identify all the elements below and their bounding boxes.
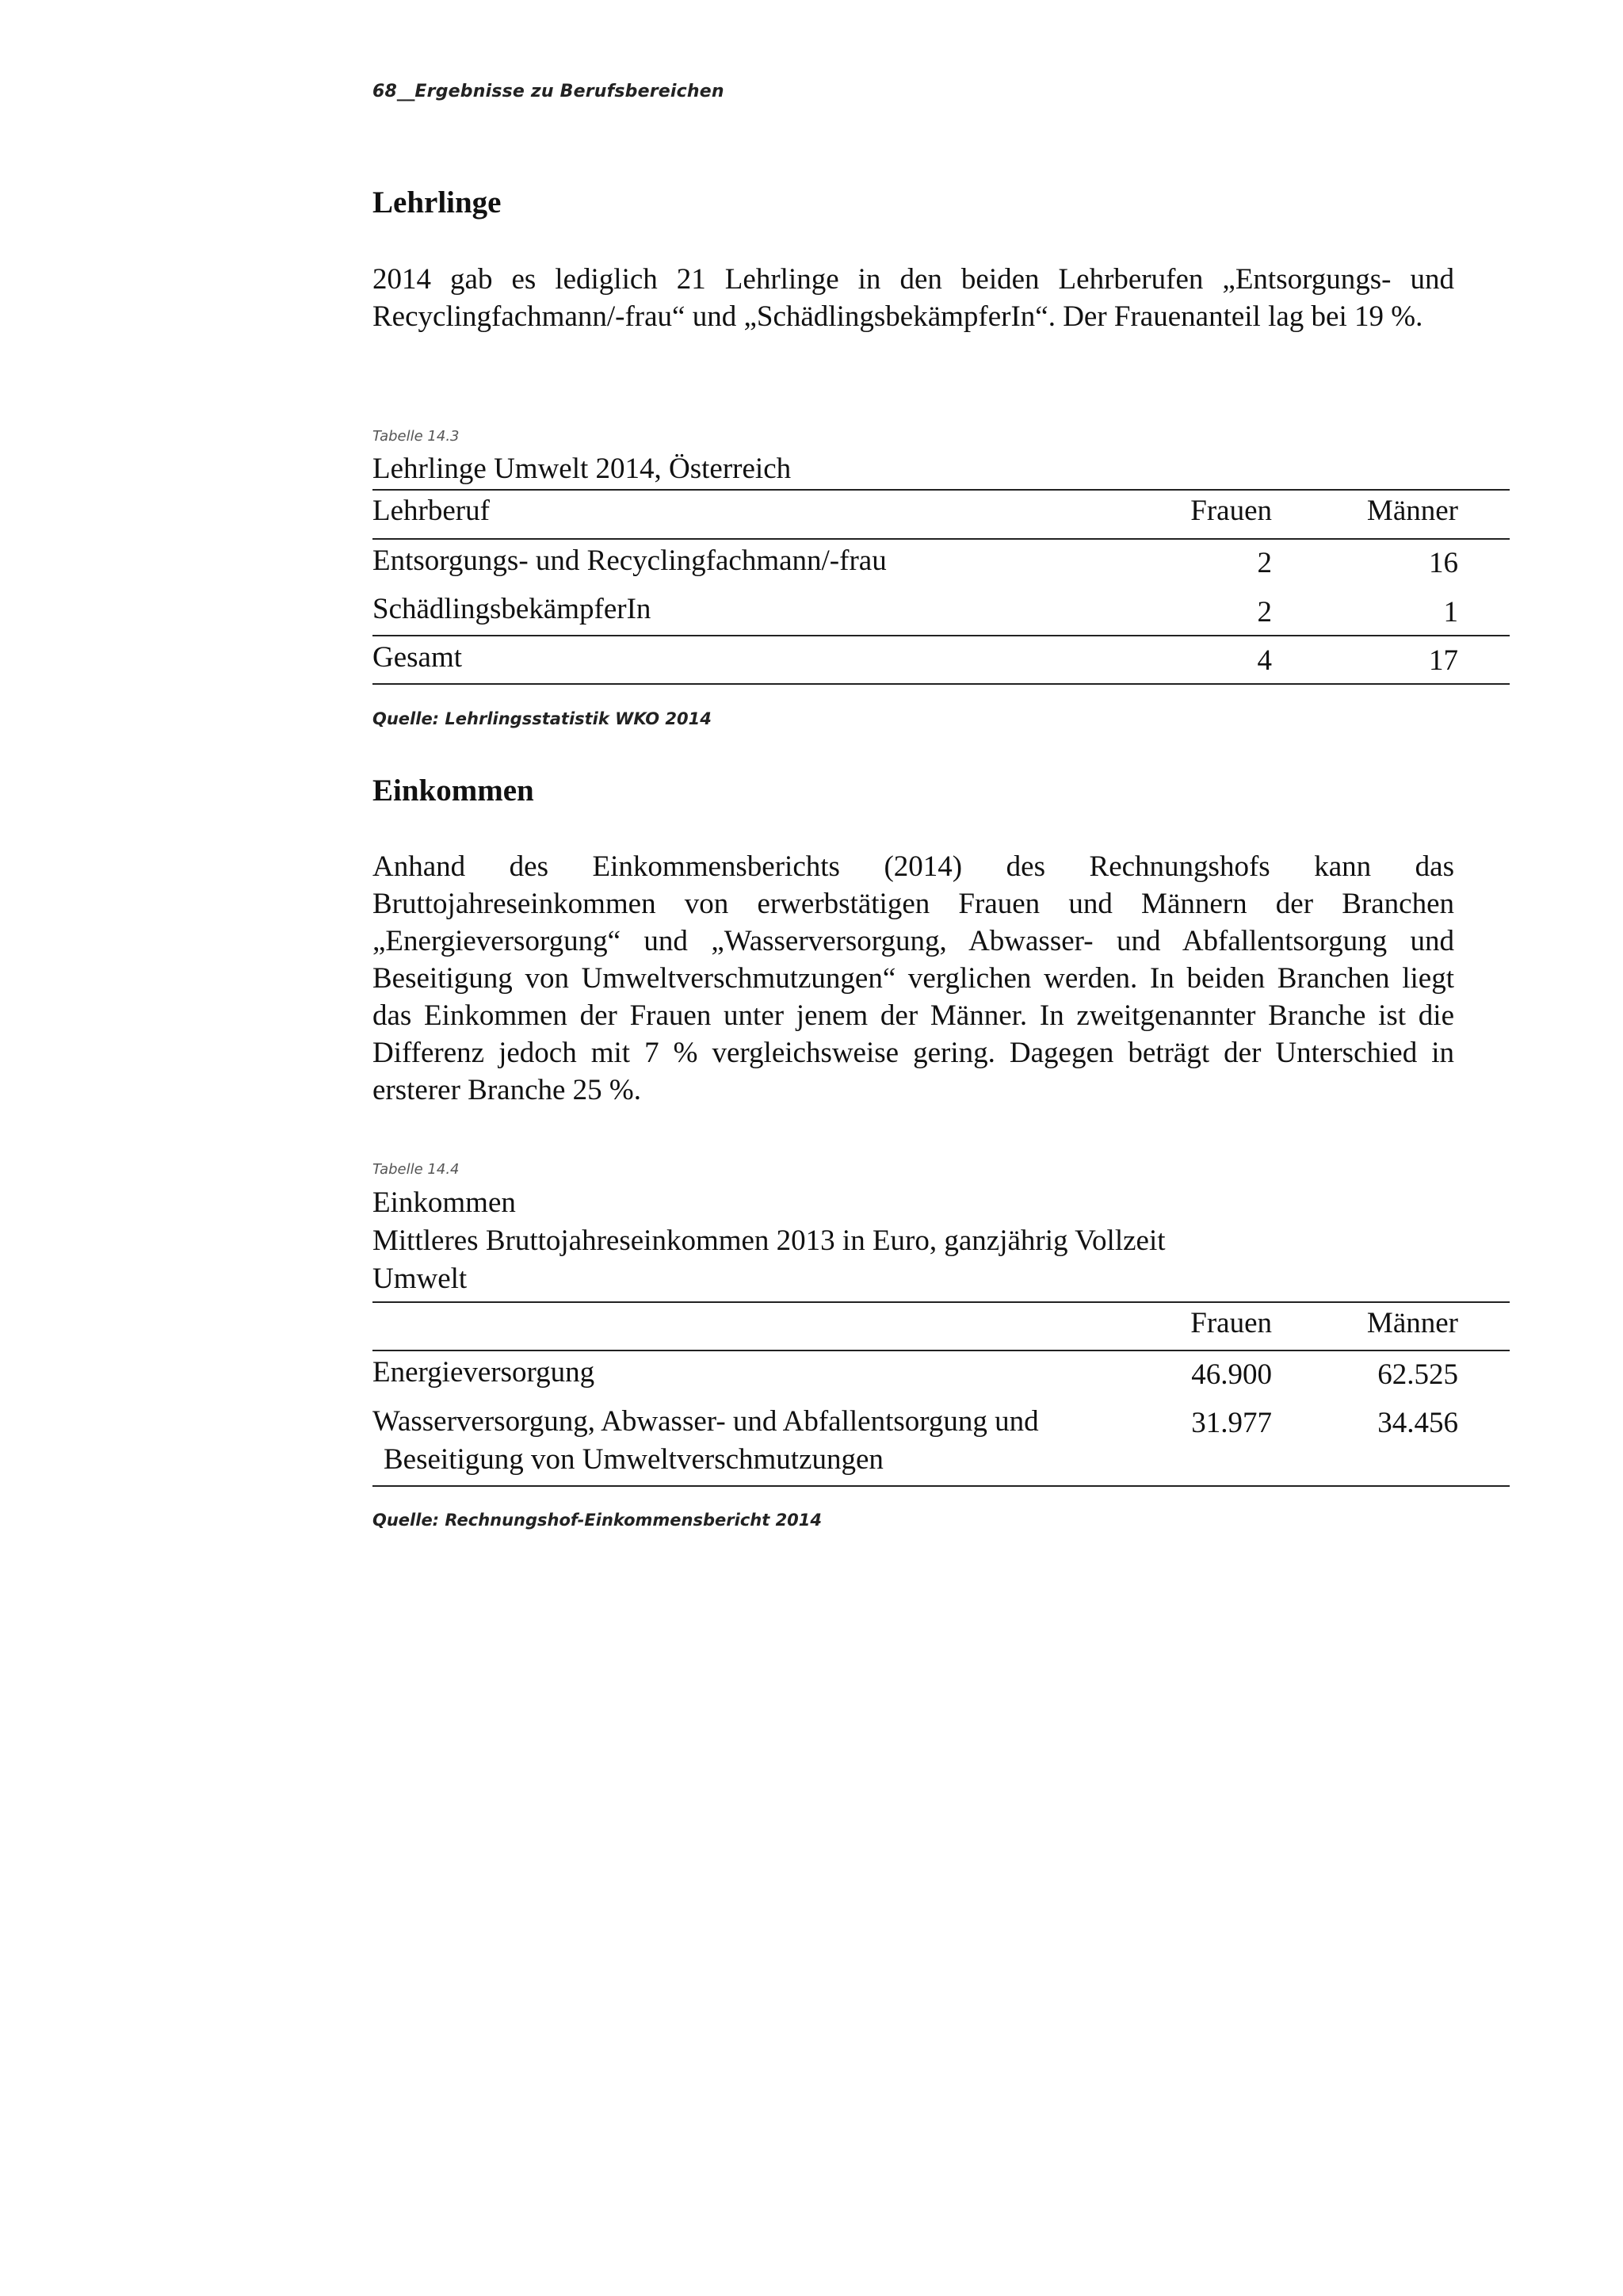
document-page — [372, 0, 1510, 2296]
table-14-4-row-2-label-line-1: Wasserversorgung, Abwasser- und Abfallentsorgung und — [372, 1405, 1039, 1438]
table-14-3-header-maenner: Männer — [1366, 495, 1458, 527]
table-14-3-header-rule — [372, 538, 1510, 540]
table-14-4-header-frauen: Frauen — [1190, 1307, 1272, 1339]
table-14-3-row-2-label: SchädlingsbekämpferIn — [372, 593, 651, 625]
table-14-3-row-1-maenner: 16 — [1429, 547, 1458, 579]
table-14-3-number: Tabelle 14.3 — [372, 428, 460, 445]
table-14-4-source: Quelle: Rechnungshof-Einkommensbericht 2014 — [372, 1511, 823, 1530]
table-14-3-header-lehrberuf: Lehrberuf — [372, 495, 490, 527]
table-14-4-title-line-2: Mittleres Bruttojahreseinkommen 2013 in Euro, ganzjährig Vollzeit — [372, 1224, 1166, 1257]
table-14-3-top-rule — [372, 489, 1510, 491]
table-14-3-source: Quelle: Lehrlingsstatistik WKO 2014 — [372, 709, 712, 728]
table-14-4-header-rule — [372, 1350, 1510, 1351]
table-14-4-row-1-label: Energieversorgung — [372, 1356, 595, 1389]
table-14-4-row-2-frauen: 31.977 — [1191, 1407, 1272, 1439]
table-14-3-row-1-label: Entsorgungs- und Recyclingfachmann/-frau — [372, 544, 887, 577]
table-14-4-row-2-maenner: 34.456 — [1377, 1407, 1458, 1439]
table-14-3-row-2-maenner: 1 — [1443, 596, 1458, 628]
running-header: 68__Ergebnisse zu Berufsbereichen — [372, 82, 724, 101]
table-14-4-header-maenner: Männer — [1366, 1307, 1458, 1339]
table-14-3-title: Lehrlinge Umwelt 2014, Österreich — [372, 453, 792, 485]
table-14-3-header-frauen: Frauen — [1190, 495, 1272, 527]
table-14-3-total-rule — [372, 635, 1510, 636]
paragraph-lehrlinge: 2014 gab es lediglich 21 Lehrlinge in den beiden Lehrberufen „Entsorgungs- und Recyclingfachmann/-frau“ und „SchädlingsbekämpferIn“. Der Frauenanteil lag bei 19 %. — [372, 263, 1454, 333]
table-14-3-bottom-rule — [372, 683, 1510, 685]
table-14-3-total-maenner: 17 — [1429, 644, 1458, 677]
table-14-3-row-2-frauen: 2 — [1257, 596, 1272, 628]
heading-einkommen: Einkommen — [372, 774, 534, 808]
table-14-3-row-1-frauen: 2 — [1257, 547, 1272, 579]
heading-lehrlinge: Lehrlinge — [372, 185, 502, 220]
table-14-3-total-label: Gesamt — [372, 641, 463, 674]
table-14-4-row-1-frauen: 46.900 — [1191, 1358, 1272, 1391]
table-14-4-row-2-label-line-2: Beseitigung von Umweltverschmutzungen — [384, 1443, 884, 1476]
table-14-4-bottom-rule — [372, 1485, 1510, 1487]
paragraph-einkommen: Anhand des Einkommensberichts (2014) des Rechnungshofs kann das Bruttojahreseinkommen von erwerbstätigen Frauen und Männern der Branchen „Energieversorgung“ und „Wasserversorgung, Abwasser- und Abfallentsorgung und Beseitigung von Umweltverschmutzungen“ verglichen werden. In beiden Branchen liegt das Einkommen der Frauen unter jenem der Männer. In zweitgenannter Branche ist die Differenz jedoch mit 7 % vergleichsweise gering. Dagegen beträgt der Unterschied in ersterer Branche 25 %. — [372, 850, 1454, 1106]
table-14-4-row-1-maenner: 62.525 — [1377, 1358, 1458, 1391]
table-14-4-title-line-3: Umwelt — [372, 1263, 468, 1295]
table-14-4-title-line-1: Einkommen — [372, 1186, 516, 1219]
table-14-4-number: Tabelle 14.4 — [372, 1161, 460, 1178]
table-14-3-total-frauen: 4 — [1257, 644, 1272, 677]
table-14-4-top-rule — [372, 1301, 1510, 1303]
